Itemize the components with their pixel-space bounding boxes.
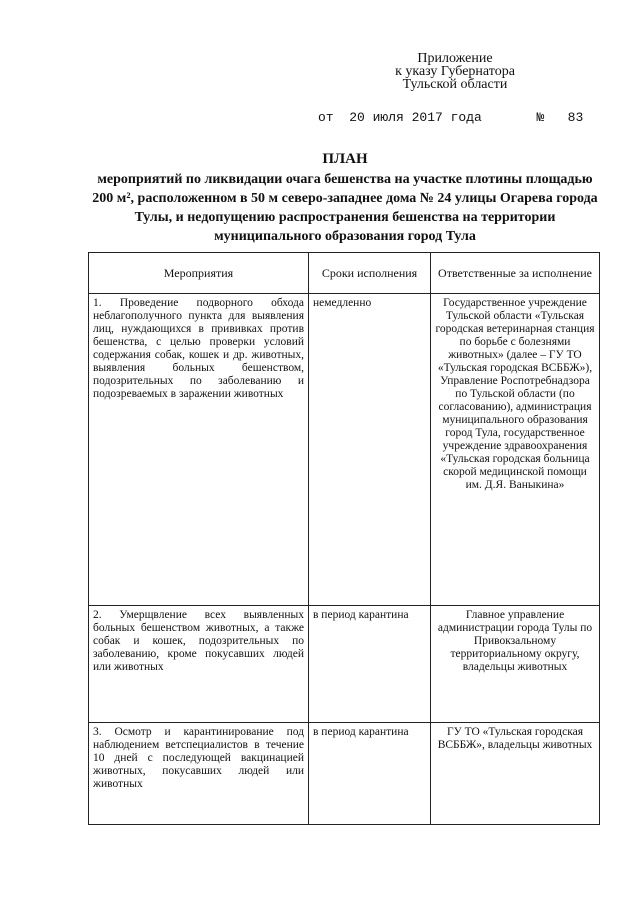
measure-cell: 2. Умерщвление всех выявленных больных бешенством животных, а также собак и кошек, подозрительных по заболеванию, кроме покусавших людей или животных [89, 606, 309, 723]
date-prefix: от [318, 110, 334, 125]
appendix-line: Тульской области [402, 77, 508, 92]
column-header-terms: Сроки исполнения [309, 253, 431, 294]
appendix-line: к указу Губернатора [395, 64, 515, 79]
table-row [89, 723, 600, 825]
measure-cell: 1. Проведение подворного обхода неблагополучного пункта для выявления лиц, нуждающихся в прививках против бешенства, с целью проверки условий содержания собак, кошек и др. животных, выявления больных бешенством, подозрительных по заболеванию и подозреваемых в заражении животных [89, 294, 309, 606]
date-value: 20 июля 2017 года [349, 110, 482, 125]
term-cell: в период карантина [309, 606, 431, 723]
plan-subtitle: мероприятий по ликвидации очага бешенства на участке плотины площадью 200 м², расположенном в 50 м северо-западнее дома № 24 улицы Огарева города Тулы, и недопущению распространения бешенства на территории муниципального образования город Тула [92, 172, 598, 244]
term-cell: в период карантина [309, 723, 431, 825]
appendix-block [355, 52, 555, 91]
table-row [89, 606, 600, 723]
table-header-row [89, 253, 600, 294]
table-row [89, 294, 600, 606]
term-cell: немедленно [309, 294, 431, 606]
plan-table [88, 252, 600, 825]
responsible-cell: Главное управление администрации города Тулы по Привокзальному территориальному округу, владельцы животных [431, 606, 600, 723]
column-header-measures: Мероприятия [89, 253, 309, 294]
measure-cell: 3. Осмотр и карантинирование под наблюдением ветспециалистов в течение 10 дней с последующей вакцинацией животных, покусавших людей или животных [89, 723, 309, 825]
column-header-responsible: Ответственные за исполнение [431, 253, 600, 294]
plan-heading: ПЛАН [322, 151, 368, 167]
number-value: 83 [567, 110, 584, 125]
responsible-cell: ГУ ТО «Тульская городская ВСББЖ», владельцы животных [431, 723, 600, 825]
responsible-cell: Государственное учреждение Тульской области «Тульская городская ветеринарная станция по борьбе с болезнями животных» (далее – ГУ ТО «Тульская городская ВСББЖ»), Управление Роспотребнадзора по Тульской области (по согласованию), администрация муниципального образования город Тула, государственное учреждение здравоохранения «Тульская городская больница скорой медицинской помощи им. Д.Я. Ваныкина» [431, 294, 600, 606]
appendix-line: Приложение [417, 51, 493, 66]
decree-date-line [318, 110, 583, 125]
plan-title [90, 150, 600, 246]
number-sign: № [536, 110, 545, 125]
